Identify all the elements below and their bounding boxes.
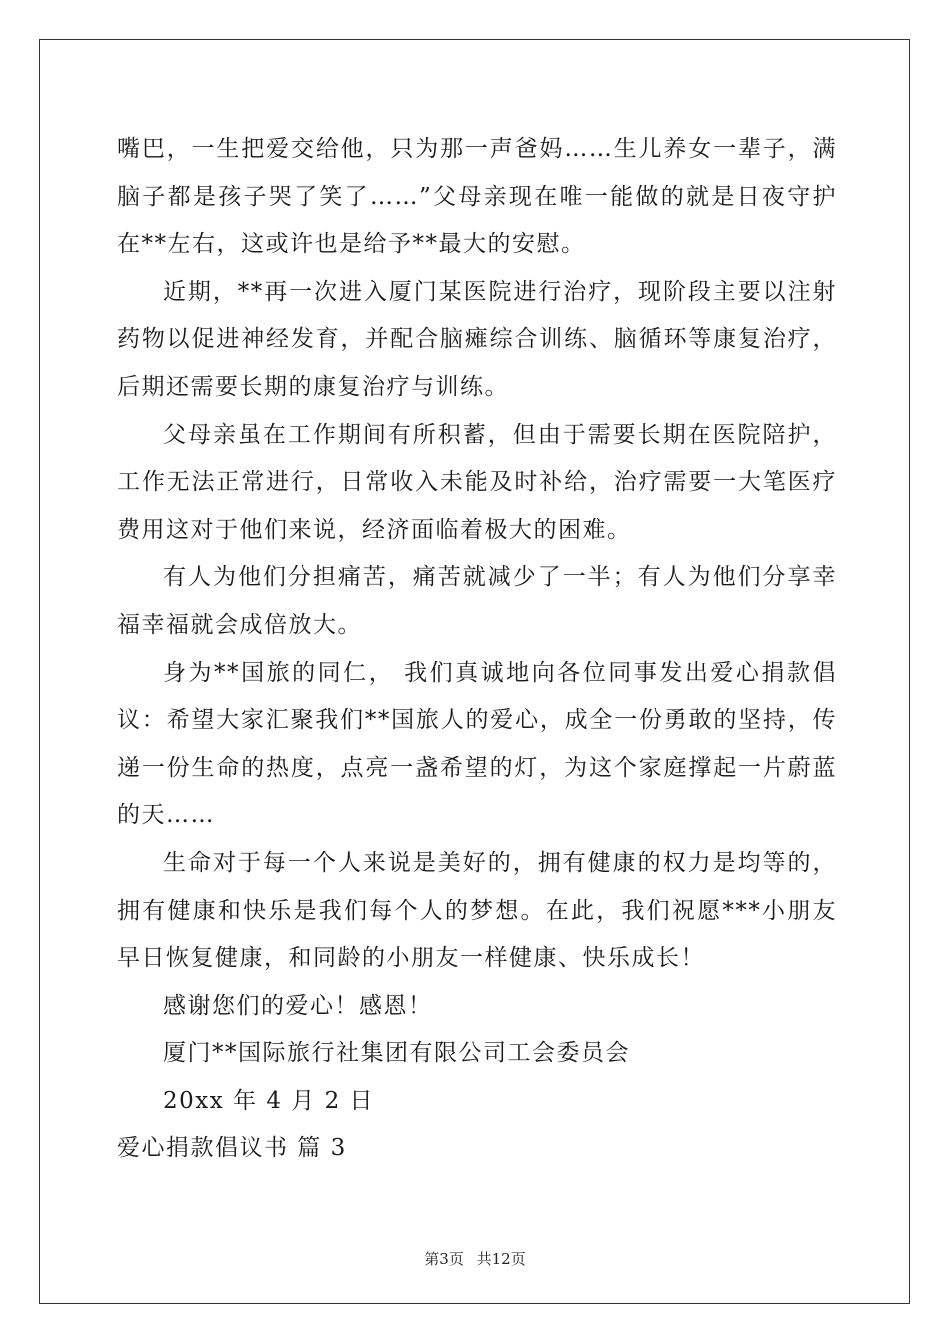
page-total: 共12页 bbox=[476, 1250, 526, 1268]
paragraph-5: 身为**国旅的同仁， 我们真诚地向各位同事发出爱心捐款倡议：希望大家汇聚我们**国旅人的爱心，成全一份勇敢的坚持，传递一份生命的热度，点亮一盏希望的灯，为这个家庭撑起一片蔚蓝的天…… bbox=[117, 659, 837, 829]
document-body bbox=[117, 126, 837, 1173]
paragraph-4: 有人为他们分担痛苦，痛苦就减少了一半；有人为他们分享幸福幸福就会成倍放大。 bbox=[117, 564, 837, 638]
paragraph-1: 嘴巴，一生把爱交给他，只为那一声爸妈……生儿养女一辈子，满脑子都是孩子哭了笑了……”父母亲现在唯一能做的就是日夜守护在**左右，这或许也是给予**最大的安慰。 bbox=[117, 136, 837, 258]
signature-date: 20xx 年 4 月 2 日 bbox=[163, 1087, 375, 1114]
page-footer bbox=[0, 1248, 950, 1269]
paragraph-2: 近期，**再一次进入厦门某医院进行治疗，现阶段主要以注射药物以促进神经发育，并配合脑瘫综合训练、脑循环等康复治疗，后期还需要长期的康复治疗与训练。 bbox=[117, 278, 837, 400]
closing-thanks: 感谢您们的爱心！感恩！ bbox=[163, 992, 433, 1019]
signature-organization: 厦门**国际旅行社集团有限公司工会委员会 bbox=[163, 1040, 630, 1067]
page-number: 第3页 bbox=[424, 1250, 464, 1268]
paragraph-6: 生命对于每一个人来说是美好的，拥有健康的权力是均等的，拥有健康和快乐是我们每个人的梦想。在此，我们祝愿***小朋友早日恢复健康，和同龄的小朋友一样健康、快乐成长！ bbox=[117, 849, 837, 972]
paragraph-3: 父母亲虽在工作期间有所积蓄，但由于需要长期在医院陪护，工作无法正常进行，日常收入未能及时补给，治疗需要一大笔医疗费用这对于他们来说，经济面临着极大的困难。 bbox=[117, 421, 837, 543]
section-heading: 爱心捐款倡议书 篇 3 bbox=[117, 1135, 347, 1162]
